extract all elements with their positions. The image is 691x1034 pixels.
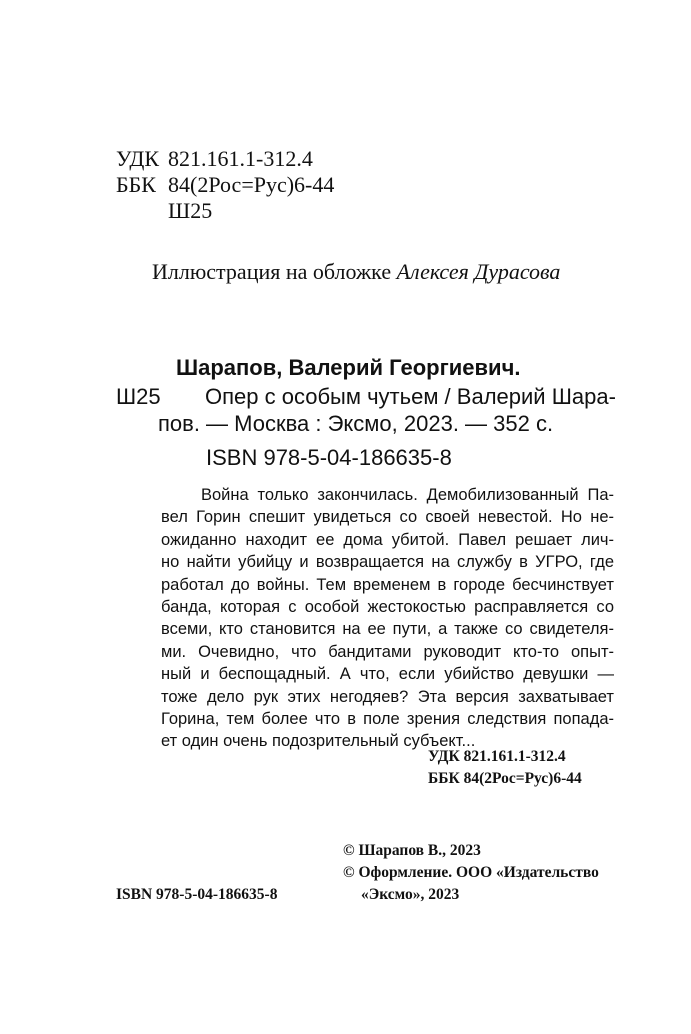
annotation-line: банда, которая с особой жестокостью расправляется со [161,597,614,616]
bib-author-mark: Ш25 [116,384,161,409]
bbk-value: 84(2Рос=Рус)6-44 [168,172,335,197]
annotation-line: ожиданно находит ее дома убитой. Павел решает лич- [161,530,614,549]
author-mark-top: Ш25 [168,198,213,223]
annotation-line: Война только закончилась. Демобилизованный Па- [201,486,614,504]
bbk-line [116,172,334,198]
bib-title-line-1: Опер с особым чутьем / Валерий Шара- [205,384,616,409]
annotation-line: работал до войны. Тем временем в городе бесчинствует [161,575,614,594]
annotation-line: ет один очень подозрительный субъект... [161,732,476,751]
annotation-line: всеми, кто становится на ее пути, а также со свидетеля- [161,620,614,639]
annotation [161,484,614,753]
copyright-design-line-2: «Эксмо», 2023 [361,886,460,903]
annotation-line: тоже дело рук этих негодяев? Эта версия захватывает [161,687,614,706]
cover-illustration-credit [152,259,560,285]
annotation-line: Горина, тем более что в поле зрения следствия попада- [161,709,614,728]
udk-label: УДК [116,146,160,171]
copyright-design-line-1: © Оформление. ООО «Издательство [343,864,599,881]
bib-heading: Шарапов, Валерий Георгиевич. [176,355,521,380]
annotation-line: ми. Очевидно, что бандитами руководит кто-то опыт- [161,642,614,661]
bib-title-line-2: пов. — Москва : Эксмо, 2023. — 352 с. [158,411,554,436]
bib-isbn: ISBN 978-5-04-186635-8 [206,445,452,470]
udk-bottom: УДК 821.161.1-312.4 [428,748,566,765]
bbk-label: ББК [116,172,156,197]
annotation-line: вел Горин спешит увидеться со своей невестой. Но не- [161,508,614,527]
annotation-line: ный и беспощадный. А что, если убийство девушки — [161,665,614,684]
isbn-bottom: ISBN 978-5-04-186635-8 [116,886,278,903]
copyright-author: © Шарапов В., 2023 [343,842,481,859]
udk-line [116,146,313,172]
bbk-bottom: ББК 84(2Рос=Рус)6-44 [428,770,582,787]
credit-prefix: Иллюстрация на обложке [152,259,397,284]
credit-artist: Алексея Дурасова [396,259,561,284]
udk-value: 821.161.1-312.4 [168,146,313,171]
annotation-line: но найти убийцу и возвращается на службу в УГРО, где [161,553,614,572]
